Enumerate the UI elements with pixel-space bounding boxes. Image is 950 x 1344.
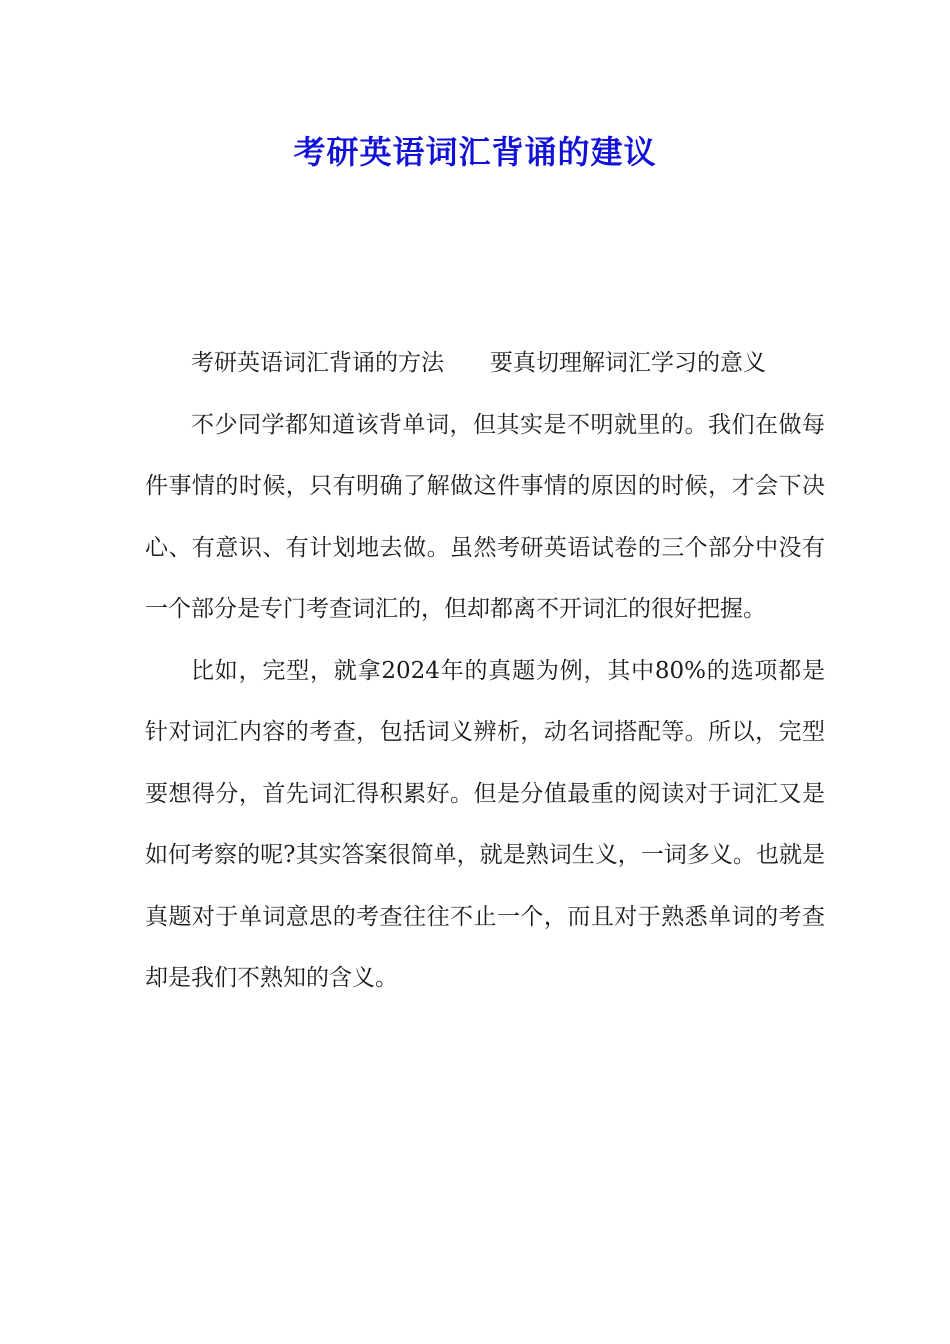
section-heading xyxy=(145,333,825,395)
paragraph-2: 比如，完型，就拿2024年的真题为例，其中80%的选项都是针对词汇内容的考查，包括词义辨析，动名词搭配等。所以，完型要想得分，首先词汇得积累好。但是分值最重的阅读对于词汇又是如何考察的呢?其实答案很简单，就是熟词生义，一词多义。也就是真题对于单词意思的考查往往不止一个，而且对于熟悉单词的考查却是我们不熟知的含义。 xyxy=(145,657,825,991)
section-heading-left: 考研英语词汇背诵的方法 xyxy=(191,350,444,376)
document-title: 考研英语词汇背诵的建议 xyxy=(293,133,657,171)
section-heading-right: 要真切理解词汇学习的意义 xyxy=(490,350,766,376)
paragraph-1: 不少同学都知道该背单词，但其实是不明就里的。我们在做每件事情的时候，只有明确了解做这件事情的原因的时候，才会下决心、有意识、有计划地去做。虽然考研英语试卷的三个部分中没有一个部分是专门考查词汇的，但却都离不开词汇的很好把握。 xyxy=(145,411,825,622)
document-body xyxy=(145,333,825,1010)
